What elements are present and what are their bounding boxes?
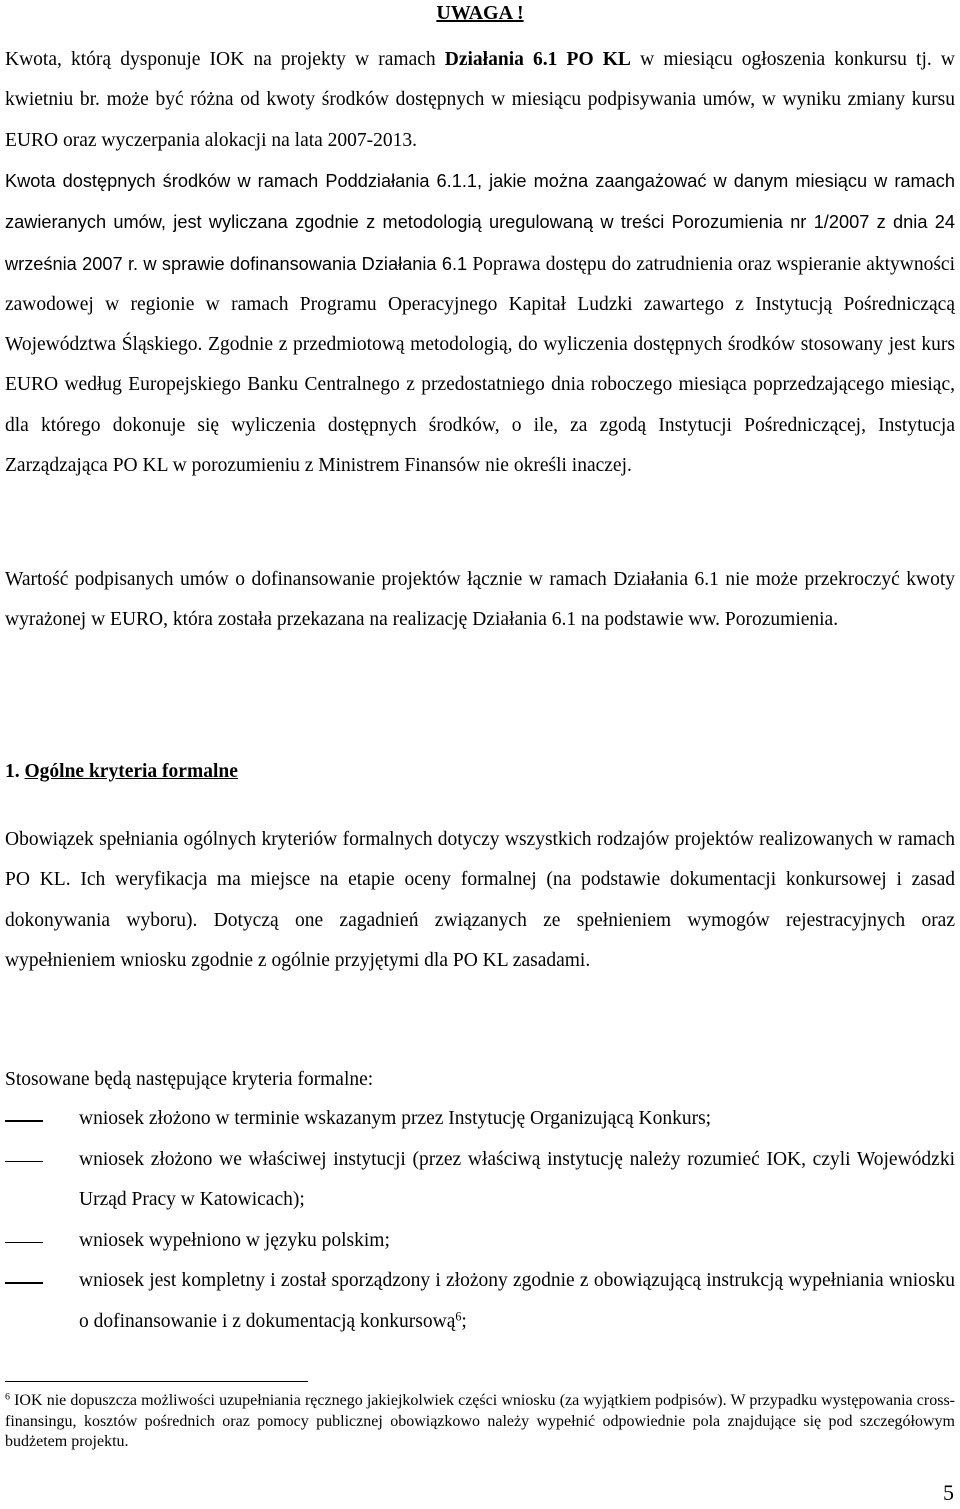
warning-heading: UWAGA ! xyxy=(436,2,524,24)
criteria-list xyxy=(5,1099,955,1342)
section-body-paragraph: Obowiązek spełniania ogólnych kryteriów formalnych dotyczy wszystkich rodzajów projektów realizowanych w ramach PO KL. Ich weryfikacja ma miejsce na etapie oceny formalnej (na podstawie dokumentacji konkursowej i zasad dokonywania wyboru). Dotyczą one zagadnień związanych ze spełnieniem wymogów rejestracyjnych oraz wypełnieniem wniosku zgodnie z ogólnie przyjętymi dla PO KL zasadami. xyxy=(5,829,955,971)
footnote-marker: 6 xyxy=(5,1391,10,1403)
methodology-text-serif: Poprawa dostępu do zatrudnienia oraz wspieranie aktywności zawodowej w regionie w ramach Programu Operacyjnego Kapitał Ludzki zawartego z Instytucją Pośredniczącą Województwa Śląskiego. Zgodnie z przedmiotową metodologią, do wyliczenia dostępnych środków stosowany jest kurs EURO według Europejskiego Banku Centralnego z przedostatniego dnia roboczego miesiąca poprzedzającego miesiąc, dla którego dokonuje się wyliczenia dostępnych środków, o ile, za zgodą Instytucji Pośredniczącej, Instytucja Zarządzająca PO KL w porozumieniu z Ministrem Finansów nie określi inaczej. xyxy=(5,253,955,477)
intro-paragraph-methodology xyxy=(5,161,955,486)
criteria-item-text: wniosek wypełniono w języku polskim; xyxy=(79,1229,390,1251)
criteria-item xyxy=(5,1261,955,1342)
footnote xyxy=(5,1391,955,1453)
criteria-item xyxy=(5,1140,955,1221)
methodology-text-sans: Kwota dostępnych środków w ramach Poddziałania 6.1.1, jakie można zaangażować w danym miesiącu w ramach zawieranych umów, jest wyliczana zgodnie z metodologią uregulowaną w treści Porozumienia nr 1/2007 z dnia 24 września 2007 r. w sprawie dofinansowania Działania 6.1 xyxy=(5,171,955,274)
page-number: 5 xyxy=(943,1480,954,1505)
criteria-item xyxy=(5,1221,955,1262)
intro-text-start: Kwota, którą dysponuje IOK na projekty w ramach xyxy=(5,49,445,70)
criteria-item-text: wniosek złożono w terminie wskazanym przez Instytucję Organizującą Konkurs; xyxy=(79,1108,712,1129)
criteria-item-text: wniosek jest kompletny i został sporządzony i złożony zgodnie z obowiązującą instrukcją wypełniania wniosku o dofinansowanie i z dokumentacją konkursową xyxy=(79,1270,955,1332)
footnote-reference[interactable]: 6 xyxy=(455,1308,462,1323)
criteria-item xyxy=(5,1099,955,1140)
footnote-separator xyxy=(5,1381,308,1382)
intro-paragraph-contract-value: Wartość podpisanych umów o dofinansowanie projektów łącznie w ramach Działania 6.1 nie może przekroczyć kwoty wyrażonej w EURO, która została przekazana na realizację Działania 6.1 na podstawie ww. Porozumienia. xyxy=(5,569,955,631)
intro-action-name: Działania 6.1 PO KL xyxy=(444,49,631,70)
criteria-item-end: ; xyxy=(461,1310,467,1332)
section-number: 1. xyxy=(5,761,20,782)
intro-paragraph-allocation xyxy=(5,40,955,161)
intro-text-end: w miesiącu ogłoszenia konkursu tj. w kwietniu br. może być różna od kwoty środków dostępnych w miesiącu podpisywania umów, w wyniku zmiany kursu EURO oraz wyczerpania alokacji na lata 2007-2013. xyxy=(5,49,955,151)
footnote-text: IOK nie dopuszcza możliwości uzupełniania ręcznego jakiejkolwiek części wniosku (za wyjątkiem podpisów). W przypadku występowania cross-finansingu, kosztów pośrednich oraz pomocy publicznej obowiązkowo należy wypełnić odpowiednie pola znajdujące się pod szczegółowym budżetem projektu. xyxy=(5,1392,955,1450)
section-title: Ogólne kryteria formalne xyxy=(24,761,238,782)
criteria-intro: Stosowane będą następujące kryteria formalne: xyxy=(5,1069,374,1090)
section-heading xyxy=(5,752,238,792)
criteria-item-text: wniosek złożono we właściwej instytucji (przez właściwą instytucję należy rozumieć IOK, czyli Wojewódzki Urząd Pracy w Katowicach); xyxy=(79,1148,955,1210)
